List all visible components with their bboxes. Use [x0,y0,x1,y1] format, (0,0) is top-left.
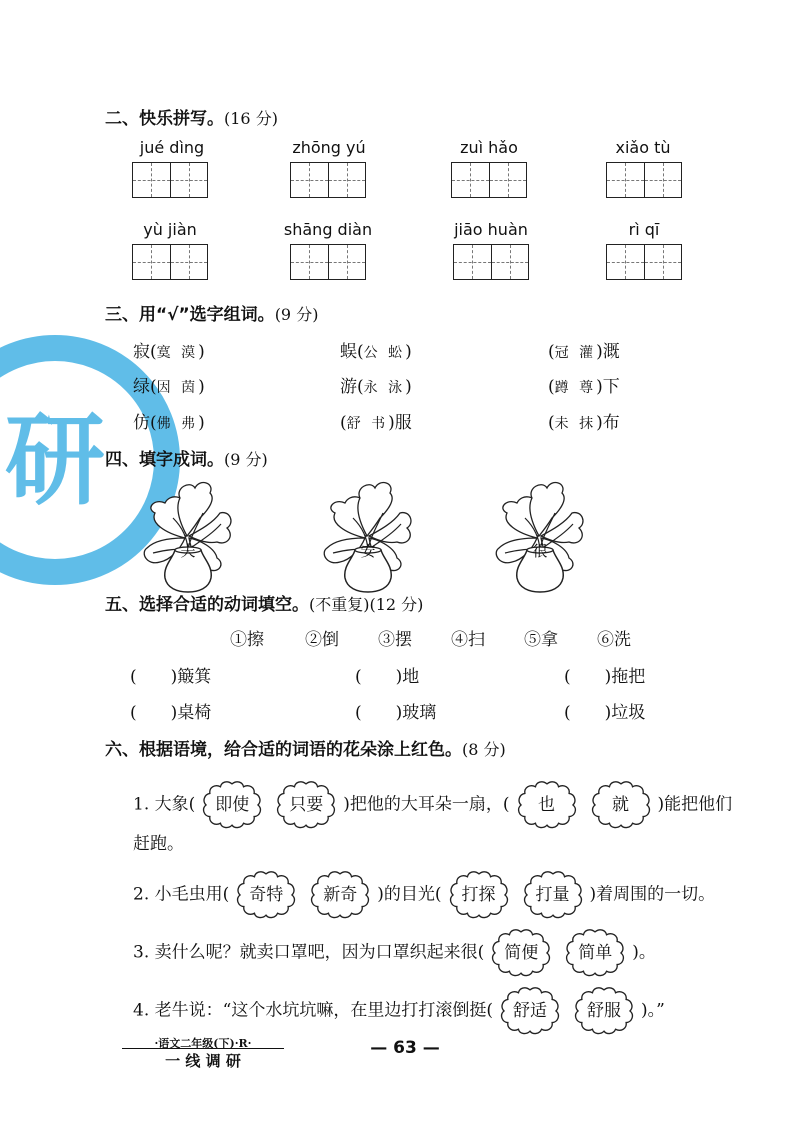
vase-char: 安 [360,542,376,560]
pinyin-label: zuì hǎo [460,138,518,157]
word-choice-item[interactable]: (未 抹)布 [548,413,620,433]
flower-vase-icon [487,478,593,598]
flower-choice[interactable]: 即使 [199,780,265,830]
section4-heading: 四、填字成词。(9 分) [105,450,268,470]
pinyin-label: jiāo huàn [454,220,528,239]
word-choice-item[interactable]: (蹲 尊)下 [548,377,620,397]
flower-choice[interactable]: 也 [514,780,580,830]
word-choice-item[interactable]: (舒 书)服 [340,413,412,433]
vase-item[interactable] [315,478,421,598]
writing-grid[interactable] [132,244,208,280]
flower-choice[interactable]: 奇特 [233,870,299,920]
writing-grid[interactable] [453,244,529,280]
vase-char: 很 [532,542,548,560]
vase-item[interactable] [135,478,241,598]
page-number: — 63 — [370,1038,440,1058]
word-choice-item[interactable]: 寂(寞 漠) [133,342,205,362]
sentence-2: 2. 小毛虫用( 奇特 新奇 )的目光( 打探 打量 )着周围的一切。 [133,870,715,920]
verb-option: ①擦 [230,630,264,650]
flower-choice[interactable]: 简便 [488,928,554,978]
footer-series: 一 线 调 研 [165,1052,241,1070]
writing-grid[interactable] [606,244,682,280]
word-choice-item[interactable]: 绿(因 茵) [133,377,205,397]
verb-option: ⑥洗 [597,630,631,650]
pinyin-label: jué dìng [139,138,205,157]
writing-grid[interactable] [451,162,527,198]
verb-blank[interactable]: ( )地 [355,667,420,687]
footer-divider [122,1048,284,1049]
flower-vase-icon [315,478,421,598]
section6-heading: 六、根据语境，给合适的词语的花朵涂上红色。(8 分) [105,740,506,760]
verb-blank[interactable]: ( )垃圾 [564,703,646,723]
flower-choice[interactable]: 就 [588,780,654,830]
sentence-3: 3. 卖什么呢？就卖口罩吧，因为口罩织起来很( 简便 简单 )。 [133,928,656,978]
pinyin-label: xiǎo tù [615,138,671,157]
section2-heading: 二、快乐拼写。(16 分) [105,109,278,129]
flower-choice[interactable]: 打探 [446,870,512,920]
pinyin-label: rì qī [628,220,660,239]
verb-option: ③摆 [378,630,412,650]
pinyin-label: shāng diàn [283,220,373,239]
verb-blank[interactable]: ( )簸箕 [130,667,212,687]
flower-choice[interactable]: 只要 [273,780,339,830]
flower-choice[interactable]: 新奇 [307,870,373,920]
pinyin-label: yù jiàn [143,220,197,239]
word-choice-item[interactable]: 蜈(公 蚣) [340,342,412,362]
verb-blank[interactable]: ( )桌椅 [130,703,212,723]
flower-choice[interactable]: 舒适 [497,986,563,1036]
verb-blank[interactable]: ( )玻璃 [355,703,437,723]
flower-vase-icon [135,478,241,598]
vase-item[interactable] [487,478,593,598]
sentence-1-cont: 赶跑。 [133,834,184,854]
word-choice-item[interactable]: (冠 灌)溉 [548,342,620,362]
footer-book-label: ·语文二年级(下)·R· [154,1037,252,1050]
flower-choice[interactable]: 简单 [562,928,628,978]
sentence-4: 4. 老牛说：“这个水坑坑嘛，在里边打打滚倒挺( 舒适 舒服 )。” [133,986,665,1036]
section5-heading: 五、选择合适的动词填空。(不重复)(12 分) [105,595,424,615]
pinyin-label: zhōng yú [292,138,366,157]
verb-option: ②倒 [305,630,339,650]
vase-char: 夫 [180,542,196,560]
writing-grid[interactable] [132,162,208,198]
writing-grid[interactable] [290,244,366,280]
verb-option: ⑤拿 [524,630,558,650]
section3-heading: 三、用“√”选字组词。(9 分) [105,305,319,325]
word-choice-item[interactable]: 仿(佛 弗) [133,413,205,433]
writing-grid[interactable] [290,162,366,198]
verb-option: ④扫 [451,630,485,650]
svg-text:研: 研 [5,402,105,519]
flower-choice[interactable]: 舒服 [571,986,637,1036]
sentence-1: 1. 大象( 即使 只要 )把他的大耳朵一扇，( 也 就 )能把他们 [133,780,732,830]
verb-blank[interactable]: ( )拖把 [564,667,646,687]
flower-choice[interactable]: 打量 [520,870,586,920]
word-choice-item[interactable]: 游(永 泳) [340,377,412,397]
writing-grid[interactable] [606,162,682,198]
